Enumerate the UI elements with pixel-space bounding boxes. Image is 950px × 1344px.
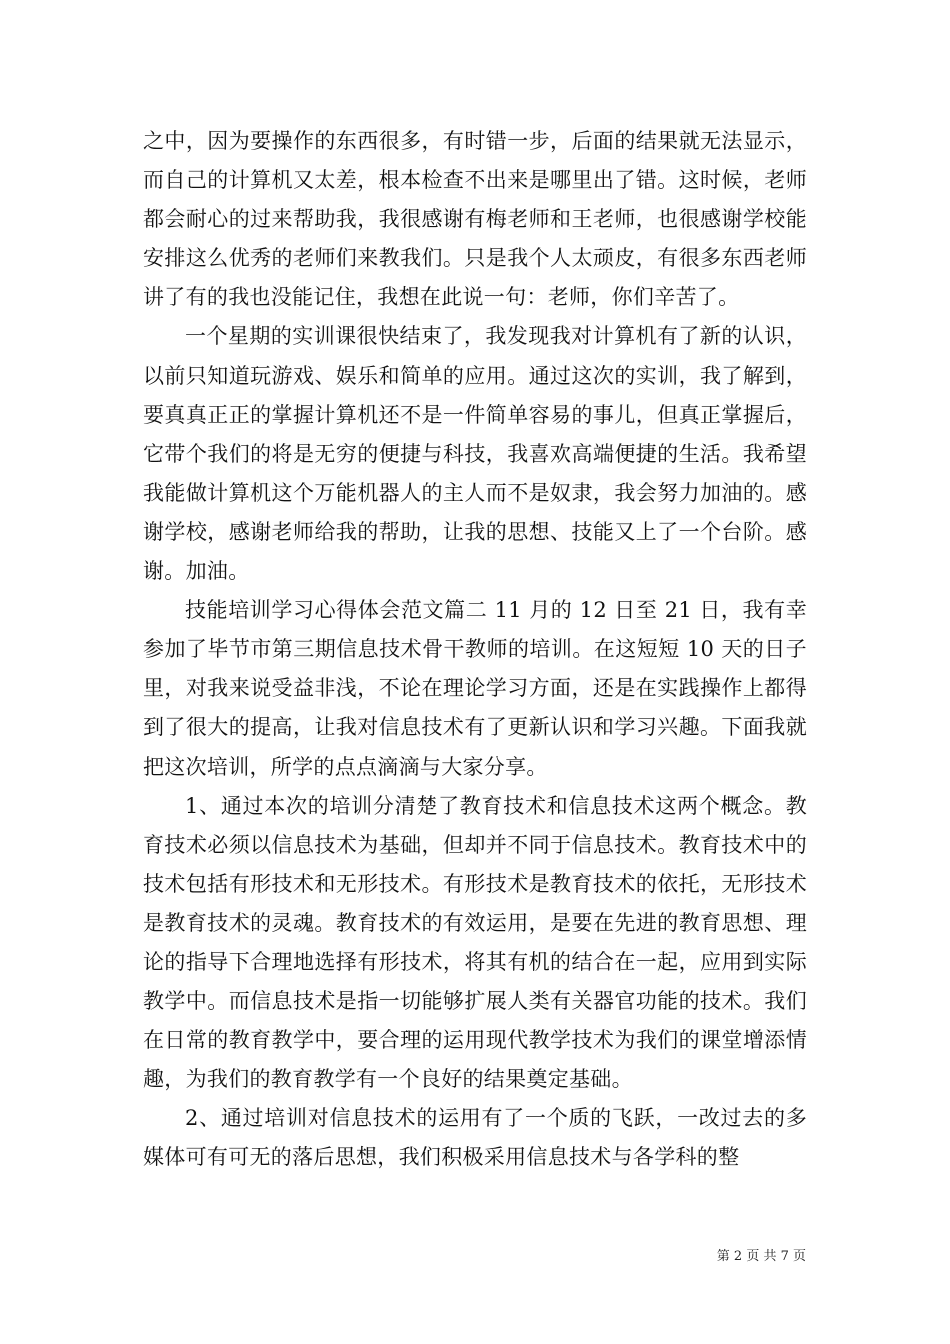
paragraph-point-one: 1、通过本次的培训分清楚了教育技术和信息技术这两个概念。教育技术必须以信息技术为基础，但却并不同于信息技术。教育技术中的技术包括有形技术和无形技术。有形技术是教育技术的依托，无形技术是教育技术的灵魂。教育技术的有效运用，是要在先进的教育思想、理论的指导下合理地选择有形技术，将其有机的结合在一起，应用到实际教学中。而信息技术是指一切能够扩展人类有关器官功能的技术。我们在日常的教育教学中，要合理的运用现代教学技术为我们的课堂增添情趣，为我们的教育教学有一个良好的结果奠定基础。 [143, 793, 807, 1092]
paragraph-point-two: 2、通过培训对信息技术的运用有了一个质的飞跃，一改过去的多媒体可有可无的落后思想，我们积极采用信息技术与各学科的整 [143, 1106, 807, 1170]
document-body [143, 122, 807, 1178]
page-footer [0, 1246, 950, 1268]
paragraph-essay-two-intro: 技能培训学习心得体会范文篇二 11 月的 12 日至 21 日，我有幸参加了毕节市第三期信息技术骨干教师的培训。在这短短 10 天的日子里，对我来说受益非浅，不论在理论学习方面，还是在实践操作上都得到了很大的提高，让我对信息技术有了更新认识和学习兴趣。下面我就把这次培训，所学的点点滴滴与大家分享。 [143, 598, 807, 779]
page-number: 第 2 页 共 7 页 [716, 1249, 806, 1264]
paragraph-training-reflection: 一个星期的实训课很快结束了，我发现我对计算机有了新的认识，以前只知道玩游戏、娱乐和简单的应用。通过这次的实训，我了解到，要真真正正的掌握计算机还不是一件简单容易的事儿，但真正掌握后，它带个我们的将是无穷的便捷与科技，我喜欢高端便捷的生活。我希望我能做计算机这个万能机器人的主人而不是奴隶，我会努力加油的。感谢学校，感谢老师给我的帮助，让我的思想、技能又上了一个台阶。感谢。加油。 [143, 324, 807, 584]
paragraph-continuation: 之中，因为要操作的东西很多，有时错一步，后面的结果就无法显示，而自己的计算机又太差，根本检查不出来是哪里出了错。这时候，老师都会耐心的过来帮助我，我很感谢有梅老师和王老师，也很感谢学校能安排这么优秀的老师们来教我们。只是我个人太顽皮，有很多东西老师讲了有的我也没能记住，我想在此说一句：老师，你们辛苦了。 [143, 129, 807, 310]
